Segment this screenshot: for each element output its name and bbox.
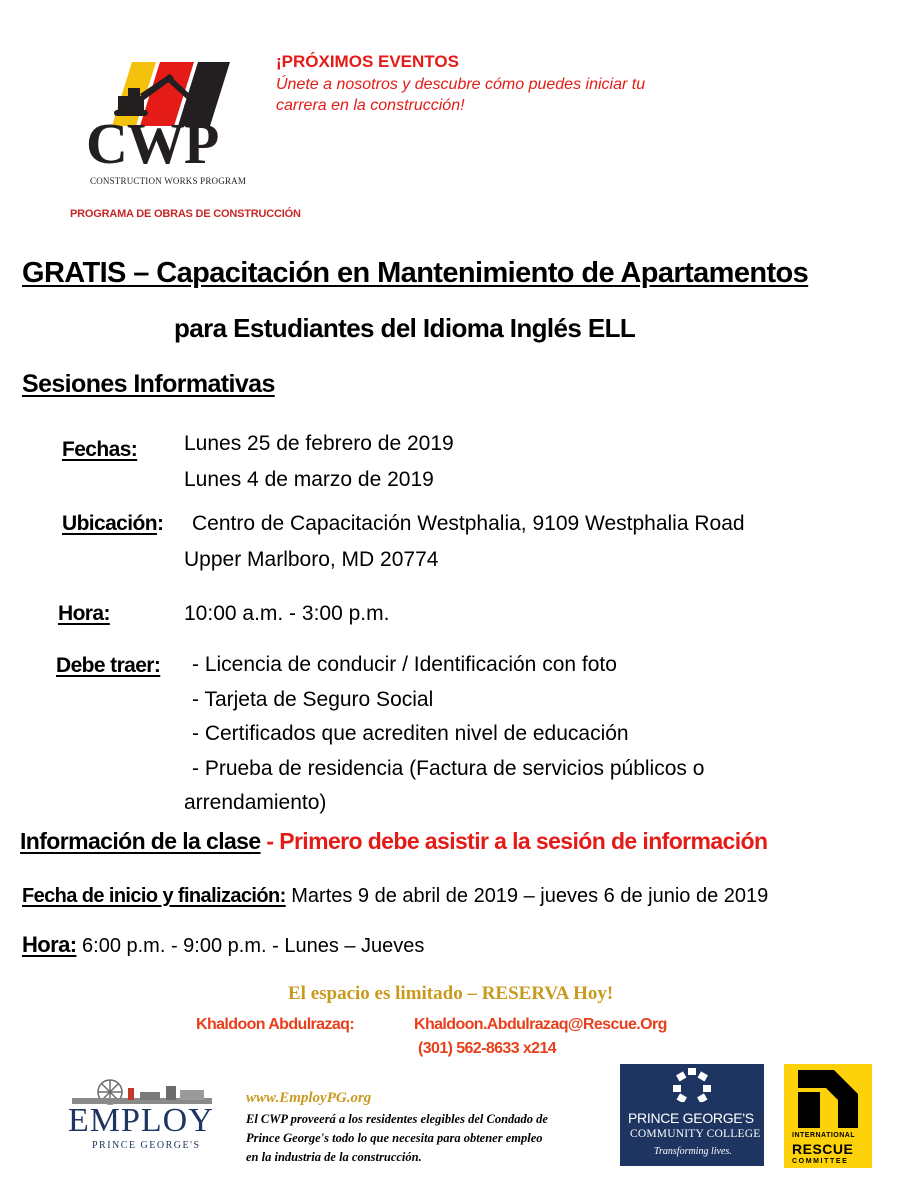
cwp-tagline: PROGRAMA DE OBRAS DE CONSTRUCCIÓN — [70, 208, 301, 220]
bring-item: - Tarjeta de Seguro Social — [192, 688, 434, 711]
bring-item: - Licencia de conducir / Identificación con foto — [192, 653, 617, 676]
events-title: ¡PRÓXIMOS EVENTOS — [276, 52, 459, 71]
irc-line-2: RESCUE — [792, 1141, 854, 1157]
pgcc-emblem-icon — [672, 1068, 712, 1102]
location-line-1: Centro de Capacitación Westphalia, 9109 Westphalia Road — [192, 512, 745, 535]
class-time-value: 6:00 p.m. - 9:00 p.m. - Lunes – Jueves — [82, 935, 425, 957]
pgcc-line-2: COMMUNITY COLLEGE — [630, 1128, 761, 1140]
cwp-letters: CWP — [86, 111, 219, 176]
employ-website[interactable]: www.EmployPG.org — [246, 1090, 372, 1106]
footer-blurb-1: El CWP proveerá a los residentes elegibles del Condado de — [246, 1112, 548, 1126]
employ-pg-logo — [62, 1076, 222, 1156]
pgcc-logo — [620, 1064, 764, 1166]
location-line-2: Upper Marlboro, MD 20774 — [184, 548, 439, 571]
location-label-text: Ubicación — [62, 512, 157, 535]
bring-item: - Certificados que acrediten nivel de educación — [192, 722, 629, 745]
employ-subtitle: PRINCE GEORGE'S — [92, 1140, 201, 1151]
class-info-dash: - — [260, 828, 280, 854]
pgcc-line-3: Transforming lives. — [654, 1146, 732, 1157]
class-dates-line — [22, 885, 768, 908]
main-subtitle: para Estudiantes del Idioma Inglés ELL — [174, 313, 636, 343]
footer-blurb-2: Prince George's todo lo que necesita para obtener empleo — [246, 1131, 543, 1145]
irc-line-1: INTERNATIONAL — [792, 1132, 856, 1139]
events-line1: Únete a nosotros y descubre cómo puedes iniciar tu — [276, 76, 646, 93]
cwp-subtitle: CONSTRUCTION WORKS PROGRAM — [90, 176, 247, 186]
time-value: 10:00 a.m. - 3:00 p.m. — [184, 602, 390, 625]
contact-name: Khaldoon Abdulrazaq: — [196, 1016, 355, 1033]
main-title: GRATIS – Capacitación en Mantenimiento de Apartamentos — [22, 257, 809, 289]
date-2: Lunes 4 de marzo de 2019 — [184, 468, 434, 491]
location-label — [62, 512, 163, 536]
class-info-notice: Primero debe asistir a la sesión de información — [279, 828, 768, 854]
events-line2: carrera en la construcción! — [276, 97, 465, 114]
footer-blurb-3: en la industria de la construcción. — [246, 1150, 422, 1164]
contact-phone: (301) 562-8633 x214 — [418, 1040, 557, 1057]
class-info-line — [20, 828, 767, 855]
class-info-label: Información de la clase — [20, 828, 261, 854]
irc-logo — [784, 1064, 872, 1168]
location-label-colon: : — [156, 512, 164, 535]
employ-word: EMPLOY — [68, 1102, 214, 1139]
time-label: Hora: — [58, 602, 110, 625]
dates-label: Fechas: — [62, 438, 138, 461]
bring-item: - Prueba de residencia (Factura de servicios públicos o — [192, 757, 705, 780]
irc-line-3: COMMITTEE — [792, 1158, 849, 1165]
reserve-text: El espacio es limitado – RESERVA Hoy! — [288, 983, 614, 1004]
class-time-label: Hora: — [22, 932, 77, 957]
cwp-logo — [84, 58, 264, 198]
date-1: Lunes 25 de febrero de 2019 — [184, 432, 454, 455]
contact-email: Khaldoon.Abdulrazaq@Rescue.Org — [414, 1016, 667, 1033]
class-dates-value: Martes 9 de abril de 2019 – jueves 6 de junio de 2019 — [291, 885, 769, 907]
bring-item-continuation: arrendamiento) — [184, 791, 327, 814]
pgcc-line-1: PRINCE GEORGE'S — [628, 1110, 754, 1126]
irc-arrow-icon — [798, 1070, 858, 1128]
class-dates-label: Fecha de inicio y finalización: — [22, 885, 286, 907]
class-time-line — [22, 932, 424, 958]
sessions-heading: Sesiones Informativas — [22, 370, 275, 398]
bring-label: Debe traer: — [56, 654, 161, 677]
